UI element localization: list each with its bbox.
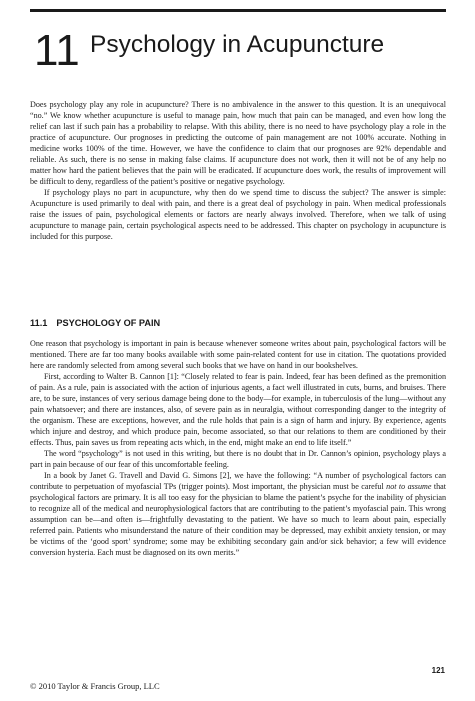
- intro-paragraph-2: If psychology plays no part in acupuncture, why then do we spend time to discuss the subject? The answer is simple: Acupuncture is used primarily to deal with pain, and there is a great deal of psychology in pain. When medical professionals raise the issues of pain, psychological elements or factors are nearly always involved. Therefore, when we talk of using acupuncture to manage pain, certain psychological aspects need to be addressed. This chapter on psychology in acupuncture is included for this purpose.: [30, 188, 446, 241]
- top-rule: [30, 9, 446, 12]
- section-paragraph-2: First, according to Walter B. Cannon [1]: “Closely related to fear is pain. Indeed, fear has been defined as the premonition of pain. As a rule, pain is associated with the action of injurious agents, a fact well illustrated in cuts, burns, and bruises. There are, to be sure, instances of very serious damage being done to the body—for example, in tuberculosis of the lung—without any pain whatsoever; and there are instances, also, of severe pain as in neuralgia, without corresponding danger to the integrity of the organism. These are exceptions, however, and the rule holds that pain is a sign of harm and injury. By experience, agents which injure and destroy, and which produce pain, become associated, so that our relations to them are conditioned by their effects. Thus, pain saves us from repeating acts which, in the end, might make an end to life itself.”: [30, 372, 446, 447]
- intro-text: [30, 99, 446, 242]
- travell-rest: that psychological factors are primary. It is all too easy for the physician to blame the patient’s psyche for the inability of physician to recognize all of the medical and neurophysiological factors that are contributing to the patient’s myofascial pain. This wrong assumption can be—and often is—frightfully devastating to the patient. We have so much to learn about pain, especially referred pain. Patients who misunderstand the nature of their condition may be depressed, may exhibit anxiety tension, or may be victims of the ‘good sport’ syndrome; some may be exhibiting secondary gain and/or sick behavior; a few will evidence conversion hysteria. Each must be diagnosed on its own merits.”: [30, 482, 446, 557]
- section-heading: [30, 317, 160, 329]
- travell-emphasis: not to assume: [386, 482, 432, 491]
- section-number: 11.1: [30, 318, 48, 328]
- travell-lead: In a book by Janet G. Travell and David G. Simons [2], we have the following: “A number of psychological factors can contribute to perpetuation of myofascial TPs (trigger points). Most important, the physician must be careful: [30, 471, 446, 491]
- section-paragraph-4: [30, 470, 446, 558]
- chapter-title: Psychology in Acupuncture: [90, 31, 385, 58]
- chapter-number: 11: [34, 26, 80, 75]
- section-paragraph-1: One reason that psychology is important in pain is because whenever someone writes about pain, psychological factors will be mentioned. There are far too many books available with some pain-related content for use in citation. The quotations provided here are randomly selected from among several such books that we have on hand in our bookshelves.: [30, 339, 446, 370]
- page-number: 121: [431, 666, 445, 675]
- section-paragraph-3: The word “psychology” is not used in this writing, but there is no doubt that in Dr. Cannon’s opinion, psychology plays a part in pain because of our fear of this uncomfortable feeling.: [30, 449, 446, 469]
- section-title: PSYCHOLOGY OF PAIN: [56, 318, 161, 328]
- intro-paragraph-1: Does psychology play any role in acupuncture? There is no ambivalence in the answer to this question. It is an unequivocal “no.” We know whether acupuncture is useful to manage pain, how much that pain can be managed, and even how long the relief can last if such pain has a probability to relapse. With this ability, there is no need to have psychology play a role in the practice of acupuncture. Our prognoses in predicting the outcome of pain management are not 100% accurate. Nothing in medicine works 100% of the time. However, we have the confidence to claim that our prognoses are 92% dependable and reliable. As such, there is no sense in making false claims. If acupuncture does not work, then it will not be of any help no matter how hard the patient believes that the pain will be eradicated. If acupuncture does work, the results of improvement will be difficult to deny, regardless of the patient’s positive or negative psychology.: [30, 100, 446, 186]
- copyright-notice: © 2010 Taylor & Francis Group, LLC: [30, 681, 160, 691]
- section-text: [30, 338, 446, 558]
